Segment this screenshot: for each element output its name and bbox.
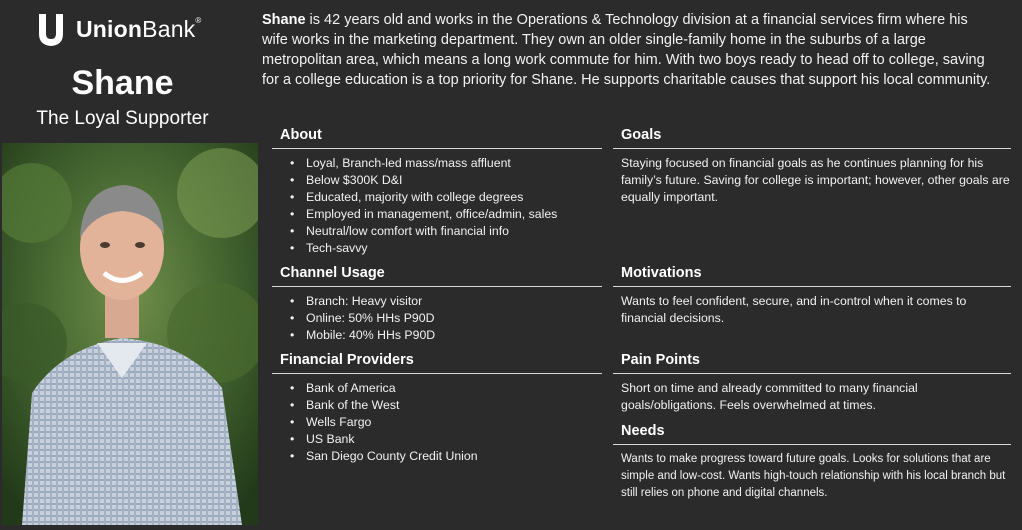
union-bank-logo-icon: [36, 12, 66, 46]
logo-wordmark: UnionBank®: [76, 15, 202, 42]
list-item: • Bank of the West: [306, 397, 602, 414]
list-item: • Employed in management, office/admin, sales: [306, 206, 602, 223]
financial-providers-heading: Financial Providers: [272, 352, 602, 374]
list-item: • Neutral/low comfort with financial info: [306, 223, 602, 240]
motivations-text: Wants to feel confident, secure, and in-control when it comes to financial decisions.: [621, 294, 967, 325]
list-item: • US Bank: [306, 431, 602, 448]
goals-text: Staying focused on financial goals as he continues planning for his family’s future. Saving for college is important; however, other goals are equally important.: [621, 156, 1010, 204]
union-bank-logo: [36, 12, 202, 46]
financial-providers-list: [272, 380, 602, 465]
needs-section: [613, 423, 1011, 502]
list-item: • Wells Fargo: [306, 414, 602, 431]
motivations-heading: Motivations: [613, 265, 1011, 287]
left-panel: [0, 0, 258, 530]
pain-points-text: Short on time and already committed to many financial goals/obligations. Feels overwhelmed at times.: [621, 381, 918, 412]
list-item: • Tech-savvy: [306, 240, 602, 257]
pain-points-section: [613, 352, 1011, 414]
portrait-illustration: [2, 143, 258, 525]
list-item: • Loyal, Branch-led mass/mass affluent: [306, 155, 602, 172]
intro-name: Shane: [262, 12, 306, 28]
financial-providers-section: [272, 352, 602, 465]
pain-points-heading: Pain Points: [613, 352, 1011, 374]
list-item: • Educated, majority with college degrees: [306, 189, 602, 206]
about-section: [272, 127, 602, 257]
needs-heading: Needs: [613, 423, 1011, 445]
list-item: • Bank of America: [306, 380, 602, 397]
channel-usage-heading: Channel Usage: [272, 265, 602, 287]
about-list: [272, 155, 602, 257]
list-item: • San Diego County Credit Union: [306, 448, 602, 465]
goals-heading: Goals: [613, 127, 1011, 149]
channel-usage-list: [272, 293, 602, 344]
about-heading: About: [272, 127, 602, 149]
needs-text: Wants to make progress toward future goals. Looks for solutions that are simple and low-cost. Wants high-touch relationship with his local branch but still relies on phone and digital channels.: [621, 453, 1006, 499]
intro-text: is 42 years old and works in the Operations & Technology division at a financial services firm where his wife works in the marketing department. They own an older single-family home in the suburbs of a large metropolitan area, which means a long work commute for him. With two boys ready to head off to college, saving for a college education is a top priority for Shane. He supports charitable causes that support his local community.: [262, 12, 991, 88]
list-item: • Below $300K D&I: [306, 172, 602, 189]
goals-section: [613, 127, 1011, 206]
persona-name: Shane: [71, 64, 174, 102]
portrait-photo: [2, 143, 258, 525]
persona-intro: [262, 10, 992, 90]
list-item: • Branch: Heavy visitor: [306, 293, 602, 310]
list-item: • Mobile: 40% HHs P90D: [306, 327, 602, 344]
list-item: • Online: 50% HHs P90D: [306, 310, 602, 327]
motivations-section: [613, 265, 1011, 327]
channel-usage-section: [272, 265, 602, 344]
persona-tagline: The Loyal Supporter: [36, 108, 209, 129]
